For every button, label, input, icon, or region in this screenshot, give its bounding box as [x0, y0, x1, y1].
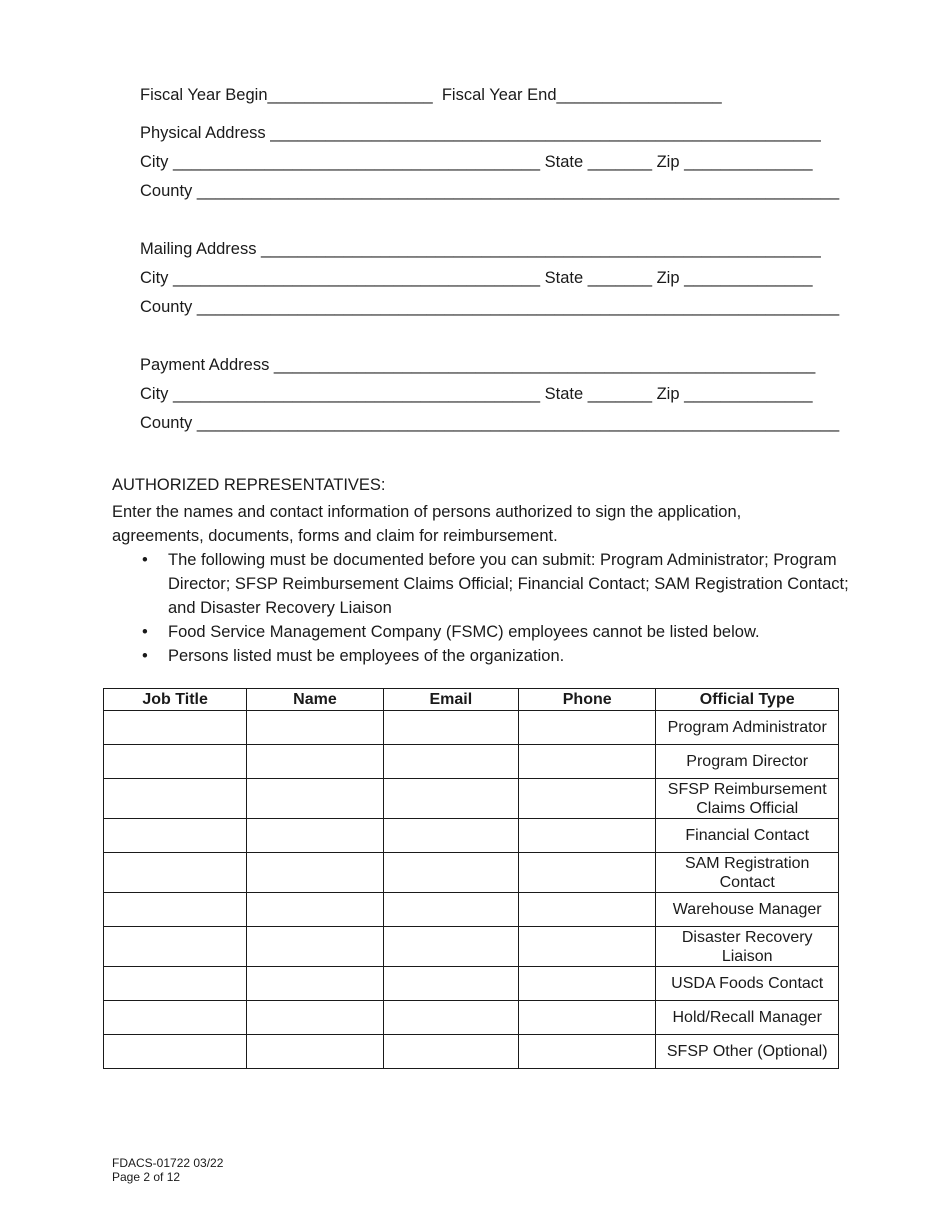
payment-city-state-zip-field[interactable]: City ________________________________________ State _______ Zip ______________ — [140, 385, 813, 403]
phone-cell[interactable] — [519, 893, 656, 927]
table-row — [104, 927, 839, 967]
table-row — [104, 819, 839, 853]
header-job-title: Job Title — [104, 689, 247, 711]
bullet-text: Persons listed must be employees of the organization. — [168, 647, 565, 665]
authorized-intro-text: Enter the names and contact information of persons authorized to sign the application, agreements, documents, forms and claim for reimbursement. — [112, 503, 742, 545]
email-cell[interactable] — [383, 711, 518, 745]
email-cell[interactable] — [383, 1035, 518, 1069]
table-row — [104, 711, 839, 745]
name-cell[interactable] — [247, 853, 383, 893]
name-cell[interactable] — [247, 967, 383, 1001]
official-type-cell: SAM Registration Contact — [656, 853, 839, 893]
name-cell[interactable] — [247, 1001, 383, 1035]
name-cell[interactable] — [247, 779, 383, 819]
job-title-cell[interactable] — [104, 853, 247, 893]
email-cell[interactable] — [383, 745, 518, 779]
table-row — [104, 1035, 839, 1069]
official-type-cell: Financial Contact — [656, 819, 839, 853]
payment-address-field[interactable]: Payment Address ___________________________________________________________ — [140, 356, 816, 374]
phone-cell[interactable] — [519, 1035, 656, 1069]
fiscal-year-line[interactable]: Fiscal Year Begin__________________ Fiscal Year End__________________ — [140, 86, 722, 104]
email-cell[interactable] — [383, 819, 518, 853]
job-title-cell[interactable] — [104, 745, 247, 779]
mailing-county-field[interactable]: County ______________________________________________________________________ — [140, 298, 840, 316]
official-type-cell: SFSP Reimbursement Claims Official — [656, 779, 839, 819]
job-title-cell[interactable] — [104, 711, 247, 745]
job-title-cell[interactable] — [104, 893, 247, 927]
physical-county-field[interactable]: County ______________________________________________________________________ — [140, 182, 840, 200]
bullet-icon: • — [142, 647, 148, 665]
name-cell[interactable] — [247, 745, 383, 779]
email-cell[interactable] — [383, 853, 518, 893]
official-type-cell: Hold/Recall Manager — [656, 1001, 839, 1035]
official-type-cell: USDA Foods Contact — [656, 967, 839, 1001]
bullet-text: Food Service Management Company (FSMC) employees cannot be listed below. — [168, 623, 760, 641]
email-cell[interactable] — [383, 893, 518, 927]
mailing-city-state-zip-field[interactable]: City ________________________________________ State _______ Zip ______________ — [140, 269, 813, 287]
header-official-type: Official Type — [656, 689, 839, 711]
phone-cell[interactable] — [519, 853, 656, 893]
job-title-cell[interactable] — [104, 967, 247, 1001]
header-phone: Phone — [519, 689, 656, 711]
payment-county-field[interactable]: County ______________________________________________________________________ — [140, 414, 840, 432]
page-number: Page 2 of 12 — [112, 1170, 181, 1184]
job-title-cell[interactable] — [104, 1035, 247, 1069]
table-row — [104, 967, 839, 1001]
authorized-representatives-table — [103, 688, 839, 1069]
job-title-cell[interactable] — [104, 927, 247, 967]
phone-cell[interactable] — [519, 711, 656, 745]
phone-cell[interactable] — [519, 1001, 656, 1035]
header-name: Name — [247, 689, 383, 711]
table-row — [104, 1001, 839, 1035]
phone-cell[interactable] — [519, 745, 656, 779]
phone-cell[interactable] — [519, 967, 656, 1001]
email-cell[interactable] — [383, 1001, 518, 1035]
email-cell[interactable] — [383, 779, 518, 819]
page-footer — [112, 1156, 223, 1184]
mailing-address-field[interactable]: Mailing Address _____________________________________________________________ — [140, 240, 821, 258]
name-cell[interactable] — [247, 711, 383, 745]
job-title-cell[interactable] — [104, 819, 247, 853]
official-type-cell: Program Administrator — [656, 711, 839, 745]
form-number: FDACS-01722 03/22 — [112, 1156, 224, 1170]
list-item — [142, 548, 868, 620]
email-cell[interactable] — [383, 927, 518, 967]
physical-city-state-zip-field[interactable]: City ________________________________________ State _______ Zip ______________ — [140, 153, 813, 171]
official-type-cell: SFSP Other (Optional) — [656, 1035, 839, 1069]
name-cell[interactable] — [247, 927, 383, 967]
list-item — [142, 620, 868, 644]
bullet-text: The following must be documented before you can submit: Program Administrator; Program Director; SFSP Reimbursement Claims Official; Financial Contact; SAM Registration Contact; and Disaster Recovery Liaison — [168, 551, 849, 617]
job-title-cell[interactable] — [104, 1001, 247, 1035]
authorized-representatives-heading: AUTHORIZED REPRESENTATIVES: — [112, 476, 386, 494]
table-header-row — [104, 689, 839, 711]
table-row — [104, 853, 839, 893]
table-row — [104, 745, 839, 779]
requirements-list — [112, 548, 868, 668]
official-type-cell: Program Director — [656, 745, 839, 779]
bullet-icon: • — [142, 551, 148, 569]
official-type-cell: Disaster Recovery Liaison — [656, 927, 839, 967]
bullet-icon: • — [142, 623, 148, 641]
phone-cell[interactable] — [519, 819, 656, 853]
phone-cell[interactable] — [519, 779, 656, 819]
email-cell[interactable] — [383, 967, 518, 1001]
job-title-cell[interactable] — [104, 779, 247, 819]
table-row — [104, 893, 839, 927]
physical-address-field[interactable]: Physical Address ____________________________________________________________ — [140, 124, 821, 142]
phone-cell[interactable] — [519, 927, 656, 967]
list-item — [142, 644, 868, 668]
name-cell[interactable] — [247, 819, 383, 853]
official-type-cell: Warehouse Manager — [656, 893, 839, 927]
table-row — [104, 779, 839, 819]
name-cell[interactable] — [247, 893, 383, 927]
header-email: Email — [383, 689, 518, 711]
name-cell[interactable] — [247, 1035, 383, 1069]
